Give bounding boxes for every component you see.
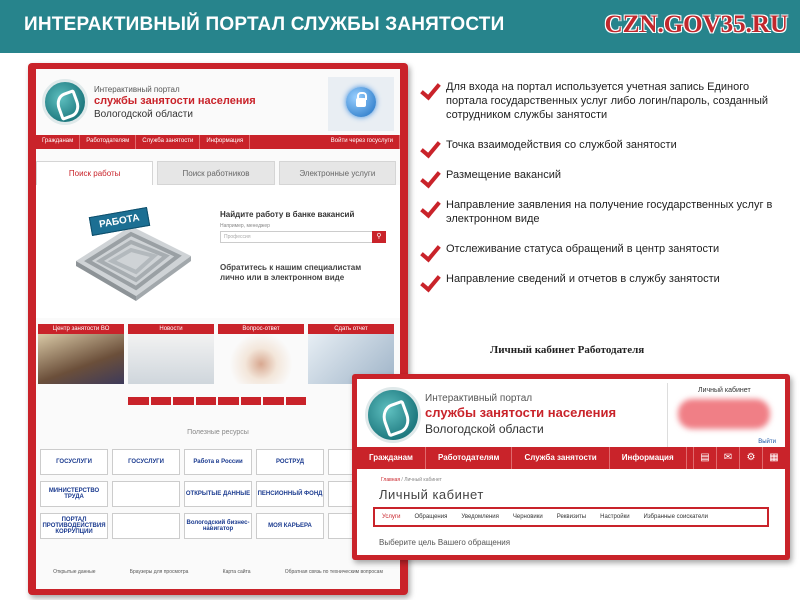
lock-icon[interactable]: [346, 87, 376, 117]
feature-text: Отслеживание статуса обращений в центр занятости: [446, 243, 720, 255]
tab-details[interactable]: Реквизиты: [556, 514, 587, 520]
pager-dot[interactable]: [128, 397, 149, 405]
pager-dot[interactable]: [263, 397, 284, 405]
portal-name-line1: Интерактивный портал: [425, 393, 533, 404]
logout-link[interactable]: Выйти: [758, 439, 776, 445]
nav-citizens[interactable]: Гражданам: [357, 447, 426, 469]
portal-name-line1: Интерактивный портал: [94, 85, 180, 94]
checkmark-icon: [420, 136, 442, 158]
portal-name-line2: службы занятости населения: [94, 95, 256, 107]
find-job-title: Найдите работу в банке вакансий: [220, 210, 355, 219]
tab-job-search[interactable]: Поиск работы: [36, 161, 153, 185]
pager-dot[interactable]: [173, 397, 194, 405]
footer-browsers[interactable]: Браузеры для просмотра: [129, 569, 189, 575]
card-qa[interactable]: [218, 324, 304, 384]
resource-link[interactable]: Работа в России: [184, 449, 252, 475]
checkmark-icon: [420, 196, 442, 218]
resource-link[interactable]: МИНИСТЕРСТВО ТРУДА: [40, 481, 108, 507]
choose-purpose-text: Выберите цель Вашего обращения: [379, 538, 511, 547]
tab-notifications[interactable]: Уведомления: [461, 514, 499, 520]
resource-link[interactable]: РОСТРУД: [256, 449, 324, 475]
resource-link[interactable]: ПЕНСИОННЫЙ ФОНД: [256, 481, 324, 507]
nav-information[interactable]: Информация: [610, 447, 687, 469]
calendar-icon[interactable]: ▦: [762, 447, 785, 469]
resource-link[interactable]: ГОСУСЛУГИ: [112, 449, 180, 475]
pager-dot[interactable]: [196, 397, 217, 405]
tab-worker-search[interactable]: Поиск работников: [157, 161, 274, 185]
job-search-panel: [36, 185, 400, 318]
profession-search-input[interactable]: Профессия: [220, 231, 375, 243]
gear-icon[interactable]: ⚙: [739, 447, 762, 469]
card-center-image: [38, 334, 124, 384]
site-address[interactable]: CZN.GOV35.RU: [604, 11, 788, 38]
feature-text: Направление заявления на получение государственных услуг в электронном виде: [446, 199, 773, 225]
pager-dot[interactable]: [286, 397, 307, 405]
pager-dot[interactable]: [218, 397, 239, 405]
tab-services[interactable]: Услуги: [382, 514, 401, 520]
nav-employers[interactable]: Работодателям: [80, 135, 136, 149]
feature-item: [420, 168, 790, 182]
card-news[interactable]: [128, 324, 214, 384]
checkmark-icon: [420, 240, 442, 262]
nav-employers[interactable]: Работодателям: [426, 447, 512, 469]
slide-header: [0, 0, 800, 53]
feature-text: Точка взаимодействия со службой занятости: [446, 139, 677, 151]
slider-pager: [128, 397, 308, 405]
tab-requests[interactable]: Обращения: [414, 514, 448, 520]
card-report-title: Сдать отчет: [308, 324, 394, 334]
feature-list: [420, 80, 790, 286]
card-news-title: Новости: [128, 324, 214, 334]
cabinet-caption: Личный кабинет Работодателя: [490, 344, 645, 356]
resource-link[interactable]: ПОРТАЛ ПРОТИВОДЕЙСТВИЯ КОРРУПЦИИ: [40, 513, 108, 539]
main-nav: [357, 447, 785, 469]
tab-favorite-candidates[interactable]: Избранные соискатели: [643, 514, 708, 520]
tab-drafts[interactable]: Черновики: [512, 514, 543, 520]
document-icon[interactable]: ▤: [693, 447, 716, 469]
feature-item: [420, 272, 790, 286]
resource-link[interactable]: МОЯ КАРЬЕРА: [256, 513, 324, 539]
breadcrumb-home[interactable]: Главная: [381, 477, 401, 483]
feature-item: [420, 138, 790, 152]
checkmark-icon: [420, 78, 442, 100]
find-job-hint: Например, менеджер: [220, 223, 270, 229]
rabota-sign: РАБОТА: [89, 207, 150, 236]
breadcrumb-current: Личный кабинет: [404, 477, 442, 483]
info-cards: [36, 324, 400, 384]
feature-item: [420, 80, 790, 122]
resource-link[interactable]: [112, 513, 180, 539]
search-button[interactable]: ⚲: [372, 231, 386, 243]
breadcrumb-separator: /: [401, 477, 405, 483]
pager-dot[interactable]: [241, 397, 262, 405]
portal-footer: [36, 569, 400, 575]
portal-logo-icon[interactable]: [365, 387, 421, 443]
nav-citizens[interactable]: Гражданам: [36, 135, 80, 149]
portal-name-line3: Вологодской области: [94, 109, 193, 120]
card-news-image: [128, 334, 214, 384]
portal-home-page: [36, 69, 400, 589]
page-title: Личный кабинет: [379, 487, 484, 502]
portal-logo-icon[interactable]: [42, 79, 88, 125]
footer-sitemap[interactable]: Карта сайта: [222, 569, 251, 575]
account-label: Личный кабинет: [698, 387, 751, 394]
nav-employment-service[interactable]: Служба занятости: [136, 135, 200, 149]
resource-link[interactable]: ОТКРЫТЫЕ ДАННЫЕ: [184, 481, 252, 507]
nav-login-gosuslugi[interactable]: Войти через госуслуги: [325, 135, 400, 149]
card-qa-title: Вопрос-ответ: [218, 324, 304, 334]
resource-link[interactable]: Вологодский бизнес-навигатор: [184, 513, 252, 539]
mail-icon[interactable]: ✉: [716, 447, 739, 469]
feature-text: Для входа на портал используется учетная запись Единого портала государственных услуг либо логин/пароль, созданный сотрудником службы занятости: [446, 81, 769, 121]
search-tabs: [36, 161, 400, 185]
main-nav: [36, 135, 400, 149]
portal-name-line3: Вологодской области: [425, 422, 544, 436]
card-qa-image: [218, 334, 304, 384]
checkmark-icon: [420, 166, 442, 188]
contact-specialists-text: Обратитесь к нашим специалистам лично или в электронном виде: [220, 263, 362, 282]
footer-feedback[interactable]: Обратная связь по техническим вопросам: [284, 569, 383, 575]
login-gosuslugi-panel[interactable]: [328, 77, 394, 131]
pager-dot[interactable]: [151, 397, 172, 405]
resource-link[interactable]: ГОСУСЛУГИ: [40, 449, 108, 475]
useful-resources-heading: Полезные ресурсы: [187, 429, 249, 436]
checkmark-icon: [420, 270, 442, 292]
card-center[interactable]: [38, 324, 124, 384]
feature-text: Направление сведений и отчетов в службу занятости: [446, 273, 720, 285]
nav-icons: [693, 447, 785, 469]
employer-cabinet-page: [357, 379, 785, 555]
tab-e-services[interactable]: Электронные услуги: [279, 161, 396, 185]
breadcrumb: [381, 477, 442, 483]
footer-open-data[interactable]: Открытые данные: [53, 569, 96, 575]
cabinet-tabs: [373, 507, 769, 527]
tab-settings[interactable]: Настройки: [600, 514, 630, 520]
feature-text: Размещение вакансий: [446, 169, 562, 181]
user-account-panel: [667, 383, 780, 447]
nav-employment-service[interactable]: Служба занятости: [512, 447, 609, 469]
employer-cabinet-screenshot: [352, 374, 790, 560]
portal-home-screenshot: [28, 63, 408, 595]
feature-item: [420, 198, 790, 226]
card-center-title: Центр занятости ВО: [38, 324, 124, 334]
resource-link[interactable]: [112, 481, 180, 507]
portal-name-line2: службы занятости населения: [425, 405, 617, 420]
feature-item: [420, 242, 790, 256]
nav-information[interactable]: Информация: [200, 135, 250, 149]
resource-links: [40, 449, 396, 539]
slide-title: ИНТЕРАКТИВНЫЙ ПОРТАЛ СЛУЖБЫ ЗАНЯТОСТИ: [24, 14, 505, 35]
user-avatar: [678, 399, 770, 429]
